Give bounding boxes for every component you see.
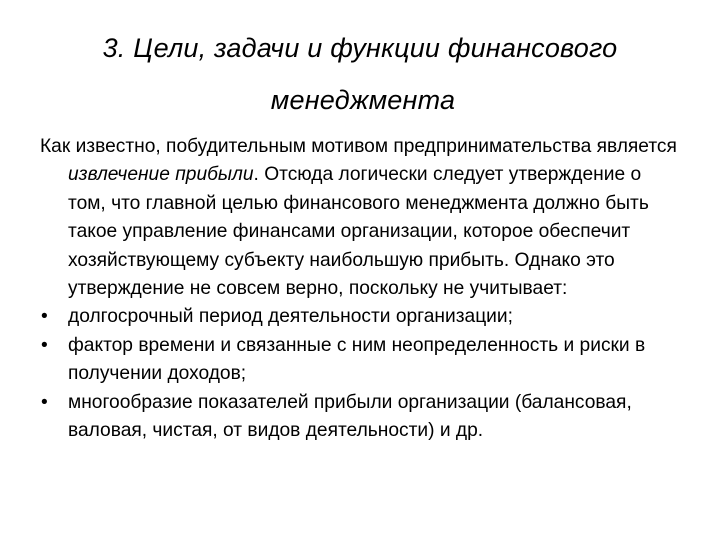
bullet-icon: • (41, 334, 48, 356)
bullet-item (40, 303, 680, 331)
bullet-item (40, 332, 680, 389)
bullet-text: многообразие показателей прибыли организации (балансовая, валовая, чистая, от видов деятельности) и др. (68, 391, 632, 442)
bullet-item (40, 389, 680, 446)
bullet-text: долгосрочный период деятельности организации; (68, 306, 513, 328)
intro-paragraph (40, 133, 680, 303)
slide-title (0, 22, 720, 126)
title-line-2: менеджмента (270, 85, 456, 115)
bullet-icon: • (41, 391, 48, 413)
bullet-text: фактор времени и связанные с ним неопределенность и риски в получении доходов; (68, 334, 646, 385)
intro-emphasis: извлечение прибыли (68, 164, 254, 186)
bullet-list (40, 303, 680, 445)
intro-text-end: . Отсюда логически следует утверждение о том, что главной целью финансового менеджмента должно быть такое управление финансами организации, которое обеспечит хозяйствующему субъекту наибольшую прибыть. Однако это утверждение не совсем верно, поскольку не учитывает: (68, 164, 649, 300)
intro-text-start: Как известно, побудительным мотивом предпринимательства является (40, 136, 677, 157)
title-line-1: 3. Цели, задачи и функции финансового (102, 33, 618, 63)
bullet-icon: • (41, 306, 48, 328)
slide-body (40, 133, 680, 445)
